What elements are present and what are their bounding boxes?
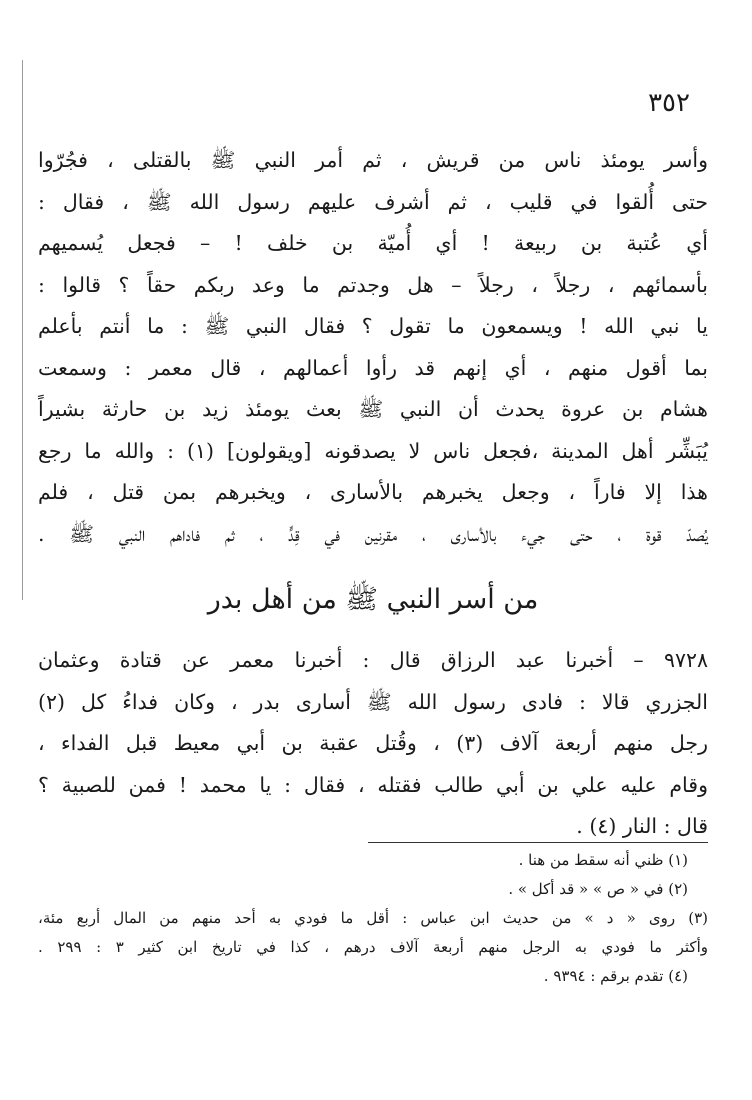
footnote: (٣) روى « د » من حديث ابن عباس : أقل ما فودي به أحد منهم من المال أربع مئة، xyxy=(38,909,708,927)
footnote: (٤) تقدم برقم : ٩٣٩٤ . xyxy=(543,967,688,985)
main-line: هذا إلا فاراً ، وجعل يخبرهم بالأسارى ، ويخبرهم بمن قتل ، فلم xyxy=(38,480,708,504)
footnote-divider xyxy=(368,842,708,843)
main-line: هشام بن عروة يحدث أن النبي ﷺ بعث يومئذ زيد بن حارثة بشيراً xyxy=(38,397,708,421)
main-line: يُصدّ قوة ، حتى جيء بالأسارى ، مقرنين في قِدٍّ ، ثم فاداهم النبي ﷺ . xyxy=(38,521,708,546)
main-line: بما أقول منهم ، أي إنهم قد رأوا أعمالهم ، قال معمر : وسمعت xyxy=(38,355,708,380)
main-line: حتى أُلقوا في قليب ، ثم أشرف عليهم رسول الله ﷺ ، فقال : xyxy=(38,189,708,214)
page-edge-line xyxy=(22,60,23,600)
page-number: ٣٥٢ xyxy=(648,88,690,118)
footnote-continuation: وأكثر ما فودي به الرجل منهم أربعة آلاف درهم ، كذا في تاريخ ابن كثير ٣ : ٢٩٩ . xyxy=(38,938,708,956)
footnote: (٢) في « ص » « قد أكل » . xyxy=(508,880,688,898)
hadith-line: الجزري قالا : فادى رسول الله ﷺ أسارى بدر ، وكان فداءُ كل (٢) xyxy=(38,689,708,714)
footnote: (١) ظني أنه سقط من هنا . xyxy=(518,851,688,869)
hadith-line: ٩٧٢٨ – أخبرنا عبد الرزاق قال : أخبرنا معمر عن قتادة وعثمان xyxy=(38,648,708,672)
hadith-line: وقام عليه علي بن أبي طالب فقتله ، فقال : يا محمد ! فمن للصبية ؟ xyxy=(38,772,708,797)
hadith-line: رجل منهم أربعة آلاف (٣) ، وقُتل عقبة بن أبي معيط قبل الفداء ، xyxy=(38,731,708,755)
footnotes xyxy=(38,846,708,991)
main-line: وأسر يومئذ ناس من قريش ، ثم أمر النبي ﷺ بالقتلى ، فجُرّوا xyxy=(38,148,708,172)
main-line: أي عُتبة بن ربيعة ! أي أُميّة بن خلف ! – فجعل يُسميهم xyxy=(38,231,708,255)
main-line: يا نبي الله ! ويسمعون ما تقول ؟ فقال النبي ﷺ : ما أنتم بأعلم xyxy=(38,314,708,338)
hadith-paragraph xyxy=(38,640,708,848)
hadith-line: قال : النار (٤) . xyxy=(576,814,708,838)
main-line: يُبَشِّر أهل المدينة ،فجعل ناس لا يصدقونه [ويقولون] (١) : والله ما رجع xyxy=(38,438,708,463)
section-title: من أسر النبي ﷺ من أهل بدر xyxy=(207,584,539,615)
main-line: بأسمائهم ، رجلاً ، رجلاً – هل وجدتم ما وعد ربكم حقاً ؟ قالوا : xyxy=(38,272,708,297)
main-paragraph xyxy=(38,140,708,555)
